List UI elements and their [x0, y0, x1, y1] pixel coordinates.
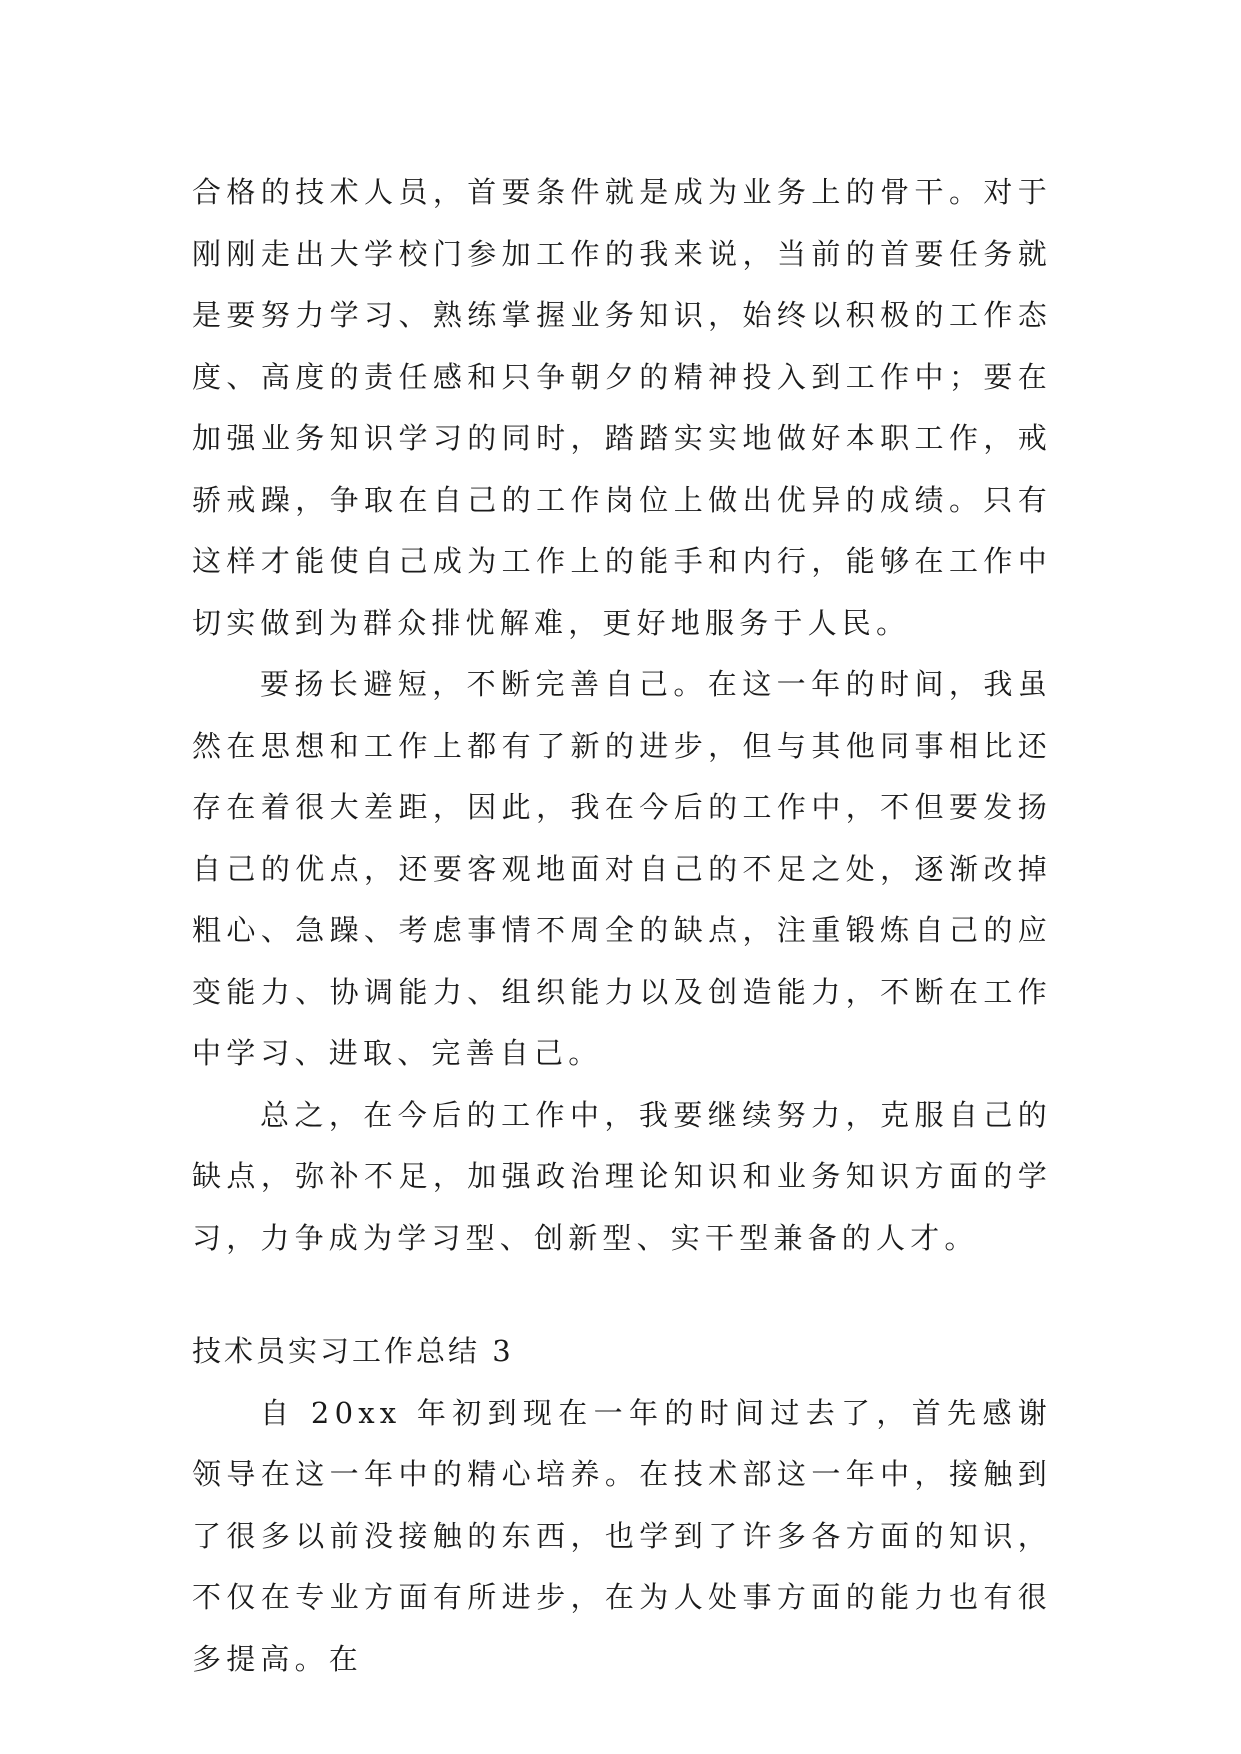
section-heading: 技术员实习工作总结 3 — [192, 1334, 514, 1368]
paragraph-improve-self: 要扬长避短，不断完善自己。在这一年的时间，我虽然在思想和工作上都有了新的进步，但与其他同事相比还存在着很大差距，因此，我在今后的工作中，不但要发扬自己的优点，还要客观地面对自己的不足之处，逐渐改掉粗心、急躁、考虑事情不周全的缺点，注重锻炼自己的应变能力、协调能力、组织能力以及创造能力，不断在工作中学习、进取、完善自己。 — [192, 667, 1052, 1070]
document-body — [192, 162, 1052, 1690]
paragraph-conclusion: 总之，在今后的工作中，我要继续努力，克服自己的缺点，弥补不足，加强政治理论知识和业务知识方面的学习，力争成为学习型、创新型、实干型兼备的人才。 — [192, 1097, 1052, 1255]
paragraph-continued: 合格的技术人员，首要条件就是成为业务上的骨干。对于刚刚走出大学校门参加工作的我来说，当前的首要任务就是要努力学习、熟练掌握业务知识，始终以积极的工作态度、高度的责任感和只争朝夕的精神投入到工作中；要在加强业务知识学习的同时，踏踏实实地做好本职工作，戒骄戒躁，争取在自己的工作岗位上做出优异的成绩。只有这样才能使自己成为工作上的能手和内行，能够在工作中切实做到为群众排忧解难，更好地服务于人民。 — [192, 175, 1052, 640]
paragraph-section3-intro: 自 20xx 年初到现在一年的时间过去了，首先感谢领导在这一年中的精心培养。在技术部这一年中，接触到了很多以前没接触的东西，也学到了许多各方面的知识，不仅在专业方面有所进步，在为人处事方面的能力也有很多提高。在 — [192, 1395, 1052, 1676]
